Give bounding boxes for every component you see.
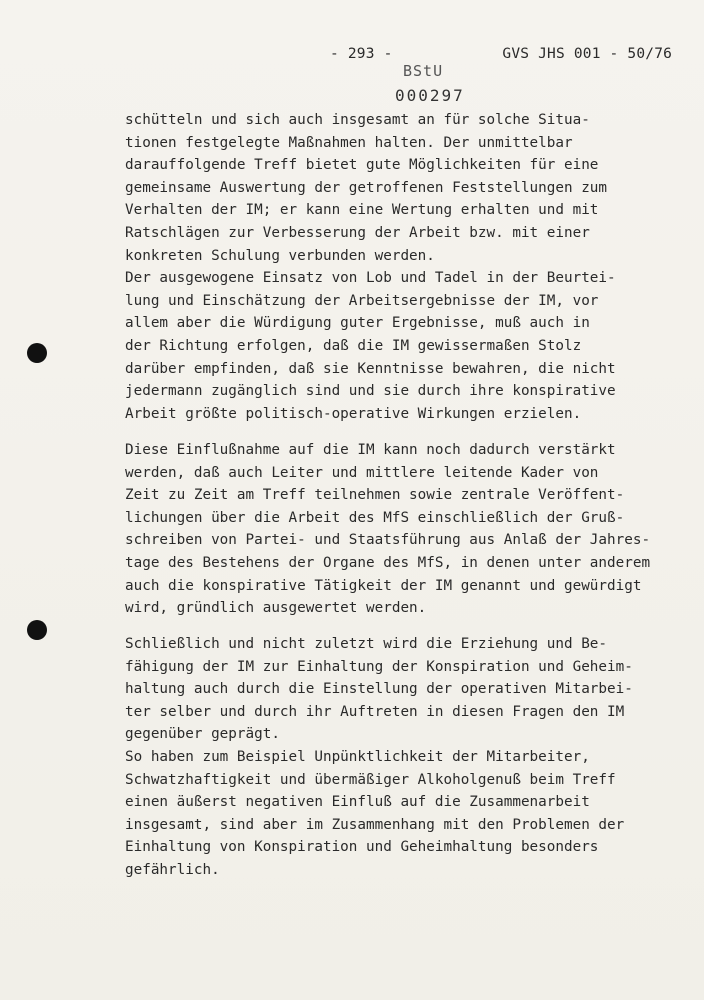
- text-line: Verhalten der IM; er kann eine Wertung erhalten und mit: [125, 202, 599, 219]
- text-line: Der ausgewogene Einsatz von Lob und Tadel in der Beurtei-: [125, 270, 616, 287]
- text-line: Diese Einflußnahme auf die IM kann noch dadurch verstärkt: [125, 442, 616, 458]
- text-line: gegenüber geprägt.: [125, 726, 280, 743]
- text-line: gemeinsame Auswertung der getroffenen Feststellungen zum: [125, 179, 608, 196]
- text-line: tionen festgelegte Maßnahmen halten. Der unmittelbar: [125, 134, 573, 151]
- archive-stamp: BStU: [403, 62, 444, 80]
- text-line: auch die konspirative Tätigkeit der IM genannt und gewürdigt: [125, 577, 642, 594]
- punch-hole: [27, 343, 47, 363]
- punch-hole: [27, 620, 47, 640]
- text-line: darüber empfinden, daß sie Kenntnisse bewahren, die nicht: [125, 360, 616, 377]
- text-line: einen äußerst negativen Einfluß auf die Zusammenarbeit: [125, 794, 590, 811]
- text-line: jedermann zugänglich sind und sie durch ihre konspirative: [125, 383, 616, 400]
- text-line: Arbeit größte politisch-operative Wirkungen erzielen.: [125, 405, 582, 422]
- page-number: - 293 -: [330, 46, 393, 62]
- text-line: der Richtung erfolgen, daß die IM gewissermaßen Stolz: [125, 337, 582, 354]
- page-header: [330, 46, 672, 62]
- text-line: Schließlich und nicht zuletzt wird die Erziehung und Be-: [125, 636, 608, 652]
- text-line: konkreten Schulung verbunden werden.: [125, 247, 435, 264]
- text-line: gefährlich.: [125, 861, 220, 878]
- sheet-number-stamp: 000297: [395, 86, 465, 105]
- text-line: Schwatzhaftigkeit und übermäßiger Alkoholgenuß beim Treff: [125, 771, 616, 788]
- text-line: ter selber und durch ihr Auftreten in diesen Fragen den IM: [125, 703, 625, 720]
- text-line: lichungen über die Arbeit des MfS einschließlich der Gruß-: [125, 509, 625, 526]
- text-line: fähigung der IM zur Einhaltung der Konspiration und Geheim-: [125, 658, 633, 675]
- text-line: Einhaltung von Konspiration und Geheimhaltung besonders: [125, 839, 599, 856]
- text-line: Zeit zu Zeit am Treff teilnehmen sowie zentrale Veröffent-: [125, 487, 625, 504]
- text-line: schütteln und sich auch insgesamt an für solche Situa-: [125, 112, 590, 128]
- text-line: darauffolgende Treff bietet gute Möglichkeiten für eine: [125, 157, 599, 174]
- text-line: So haben zum Beispiel Unpünktlichkeit der Mitarbeiter,: [125, 748, 590, 765]
- text-line: allem aber die Würdigung guter Ergebnisse, muß auch in: [125, 315, 590, 332]
- paragraph-2: [125, 439, 680, 620]
- paragraph-3: [125, 633, 680, 882]
- classification-mark: GVS JHS 001 - 50/76: [502, 46, 673, 62]
- text-line: lung und Einschätzung der Arbeitsergebnisse der IM, vor: [125, 292, 599, 309]
- text-line: insgesamt, sind aber im Zusammenhang mit den Problemen der: [125, 816, 625, 833]
- text-line: haltung auch durch die Einstellung der operativen Mitarbei-: [125, 681, 633, 698]
- text-line: tage des Bestehens der Organe des MfS, in denen unter anderem: [125, 554, 651, 571]
- text-line: werden, daß auch Leiter und mittlere leitende Kader von: [125, 464, 599, 481]
- text-line: wird, gründlich ausgewertet werden.: [125, 600, 427, 617]
- text-line: schreiben von Partei- und Staatsführung aus Anlaß der Jahres-: [125, 532, 651, 549]
- text-line: Ratschlägen zur Verbesserung der Arbeit bzw. mit einer: [125, 224, 590, 241]
- paragraph-1: [125, 109, 680, 425]
